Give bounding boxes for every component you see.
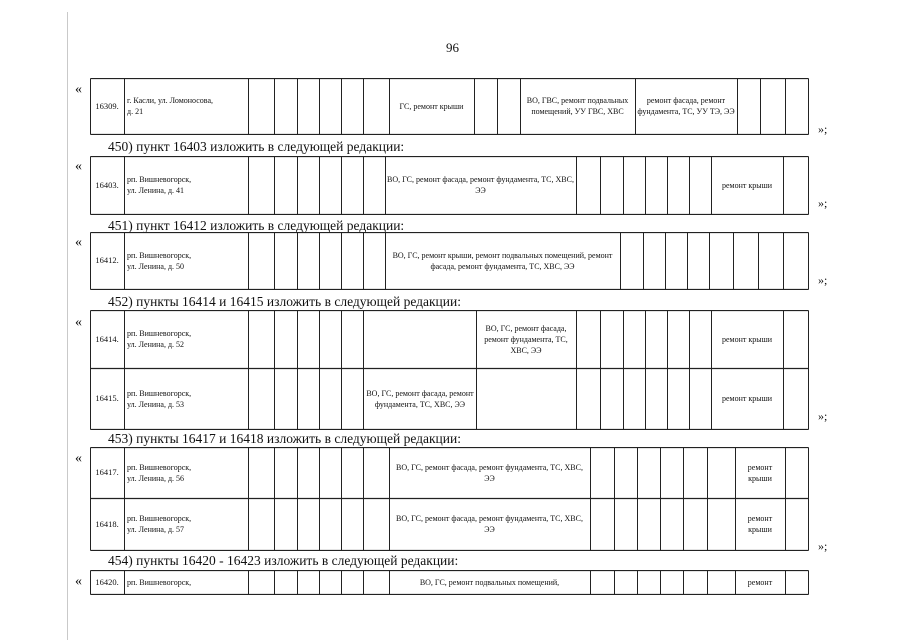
works-cell: ремонт крыши	[747, 514, 773, 534]
works-cell: ВО, ГС, ремонт фасада, ремонт фундамента, ТС, ХВС, ЭЭ	[387, 175, 574, 195]
closing-quote: »;	[818, 273, 828, 287]
works-cell: ремонт крыши	[721, 180, 773, 190]
address-line: ул. Ленина, д. 53	[127, 399, 185, 409]
closing-quote: »;	[818, 539, 828, 553]
works-cell: ремонт фасада, ремонт фундамента, ТС, УУ ТЭ, ЭЭ	[637, 96, 735, 116]
row-number: 16412.	[95, 255, 119, 265]
address-cell	[126, 78, 248, 134]
works-cell: ВО, ГС, ремонт фасада, ремонт фундамента, ТС, ХВС, ЭЭ	[366, 388, 474, 409]
address-line: ул. Ленина, д. 50	[127, 261, 185, 271]
address-line: рп. Вишневогорск,	[127, 388, 192, 398]
address-line: рп. Вишневогорск,	[127, 462, 192, 472]
address-line: рп. Вишневогорск,	[127, 577, 192, 587]
section-heading: 453) пункты 16417 и 16418 изложить в следующей редакции:	[108, 431, 461, 446]
closing-quote: »;	[818, 409, 828, 423]
works-cell: ВО, ГС, ремонт фасада, ремонт фундамента, ТС, ХВС, ЭЭ	[396, 514, 583, 534]
opening-quote: «	[75, 82, 82, 97]
closing-quote: »;	[818, 122, 828, 136]
section-heading: 452) пункты 16414 и 16415 изложить в следующей редакции:	[108, 294, 461, 309]
address-line: ул. Ленина, д. 57	[127, 525, 185, 534]
works-cell: ремонт крыши	[721, 394, 773, 403]
page-number: 96	[446, 40, 459, 55]
register-table	[90, 78, 808, 134]
works-cell: ГС, ремонт крыши	[399, 101, 464, 111]
address-line: ул. Ленина, д. 41	[127, 186, 185, 195]
section-heading: 451) пункт 16412 изложить в следующей редакции:	[108, 218, 405, 233]
address-line: ул. Ленина, д. 56	[127, 473, 185, 483]
address-line: г. Касли, ул. Ломоносова,	[127, 96, 214, 105]
works-cell: ВО, ГС, ремонт подвальных помещений,	[419, 577, 560, 587]
opening-quote: «	[75, 315, 82, 330]
register-table	[90, 447, 808, 550]
register-table	[90, 570, 808, 594]
opening-quote: «	[75, 574, 82, 589]
opening-quote: «	[75, 451, 82, 466]
address-cell	[126, 498, 248, 550]
address-cell	[126, 156, 248, 214]
address-line: рп. Вишневогорск,	[127, 250, 192, 260]
works-cell: ремонт крыши	[747, 462, 773, 483]
opening-quote: «	[75, 235, 82, 250]
row-number: 16309.	[95, 100, 119, 111]
address-cell	[126, 368, 248, 429]
section-heading: 454) пункты 16420 - 16423 изложить в следующей редакции:	[108, 553, 459, 568]
opening-quote: «	[75, 159, 82, 174]
works-cell: ВО, ГС, ремонт крыши, ремонт подвальных помещений, ремонт фасада, ремонт фундамента, ТС, ХВС, ЭЭ	[392, 250, 613, 271]
register-table	[90, 232, 808, 289]
row-number: 16415.	[95, 393, 119, 403]
address-cell	[126, 232, 248, 289]
row-number: 16417.	[95, 467, 119, 477]
row-number: 16420.	[95, 576, 119, 587]
works-cell: ВО, ГС, ремонт фасада, ремонт фундамента, ТС, ХВС, ЭЭ	[396, 462, 583, 483]
address-line: д. 21	[127, 107, 144, 116]
works-cell: ВО, ГС, ремонт фасада, ремонт фундамента, ТС, ХВС, ЭЭ	[484, 323, 568, 355]
row-number: 16414.	[95, 333, 119, 344]
section-heading: 450) пункт 16403 изложить в следующей редакции:	[108, 139, 405, 154]
register-table	[90, 310, 808, 429]
row-number: 16403.	[95, 179, 119, 190]
works-cell: ремонт крыши	[721, 334, 773, 344]
address-cell	[126, 447, 248, 498]
row-number: 16418.	[95, 518, 119, 529]
closing-quote: »;	[818, 196, 828, 210]
address-line: рп. Вишневогорск,	[127, 175, 192, 184]
margin-rule	[67, 12, 68, 640]
address-cell	[126, 570, 248, 594]
address-line: рп. Вишневогорск,	[127, 329, 192, 338]
register-table	[90, 156, 808, 214]
works-cell: ВО, ГВС, ремонт подвальных помещений, УУ ГВС, ХВС	[526, 96, 629, 116]
works-cell: ремонт	[747, 577, 773, 587]
address-cell	[126, 310, 248, 368]
address-line: ул. Ленина, д. 52	[127, 340, 185, 349]
address-line: рп. Вишневогорск,	[127, 514, 192, 523]
